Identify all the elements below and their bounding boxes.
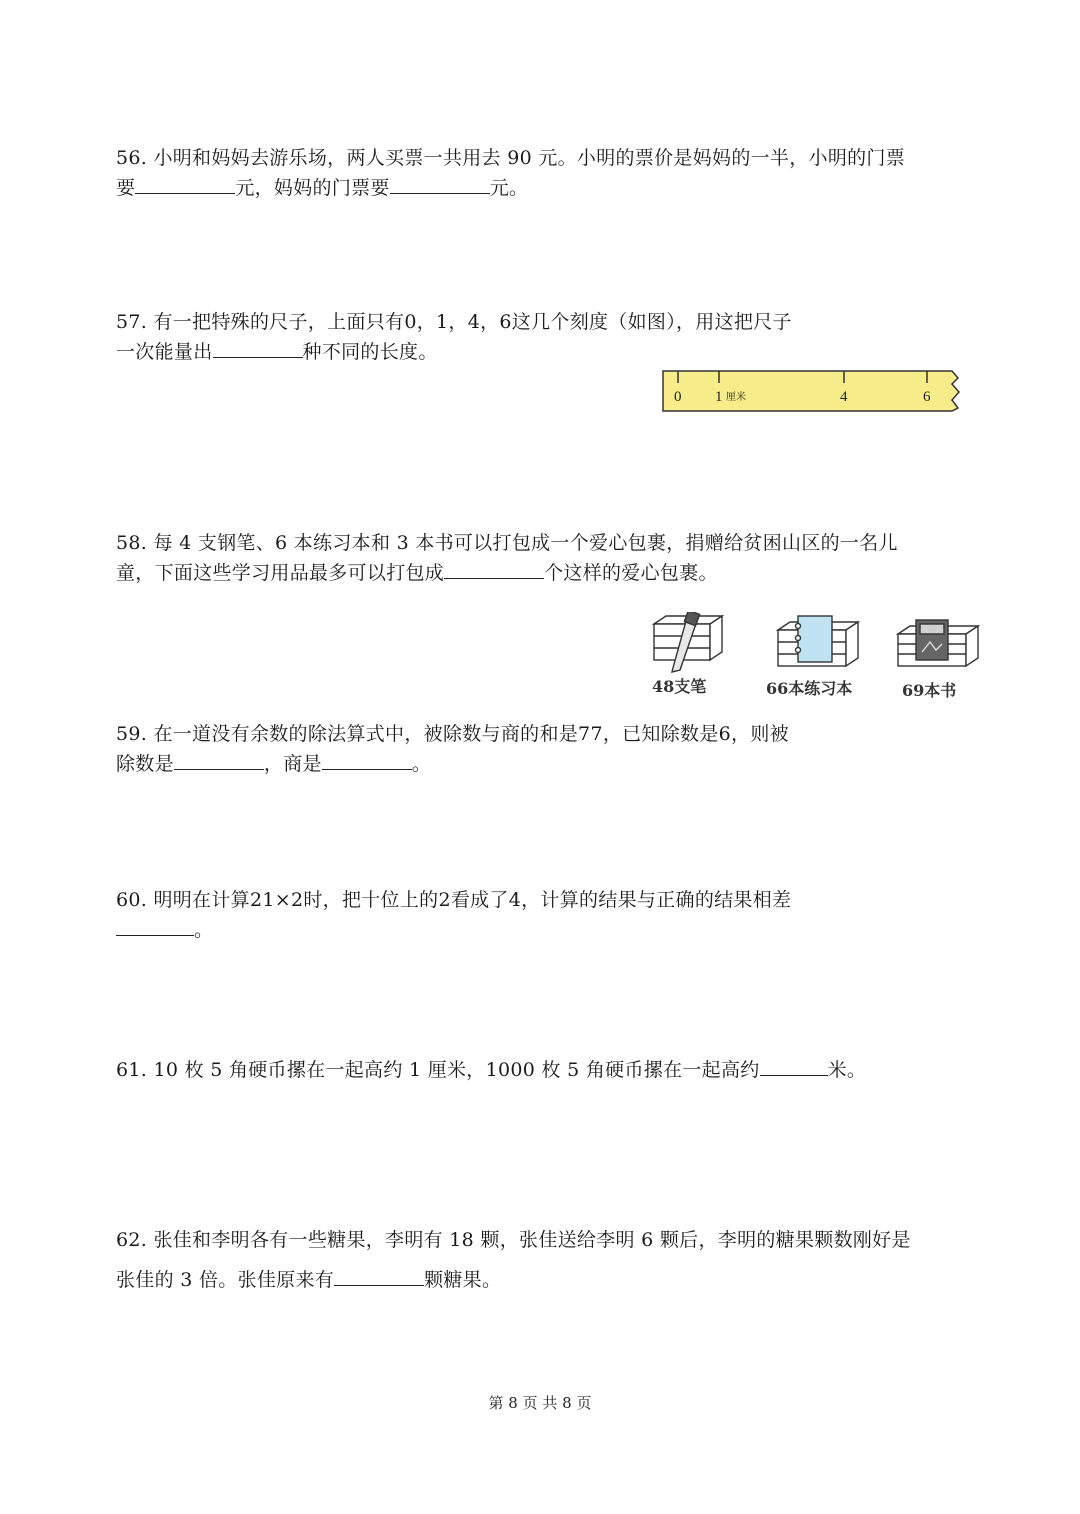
answer-blank[interactable] [322, 749, 412, 770]
pen-box-icon [654, 612, 722, 672]
answer-blank[interactable] [334, 1265, 424, 1286]
ruler-tick-label: 4 [840, 389, 848, 405]
question-57: 57. 有一把特殊的尺子，上面只有0，1，4，6这几个刻度（如图），用这把尺子 一次能量出 种不同的长度。 [116, 311, 792, 363]
supply-label-books: 69本书 [902, 681, 957, 700]
ruler-tick-label: 0 [674, 389, 682, 405]
question-56-line-1: 56. 小明和妈妈去游乐场，两人买票一共用去 90 元。小明的票价是妈妈的一半，小明的门票 [116, 147, 906, 169]
question-62: 62. 张佳和李明各有一些糖果，李明有 18 颗，张佳送给李明 6 颗后，李明的糖果颗数刚好是 张佳的 3 倍。张佳原来有 颗糖果。 [116, 1229, 911, 1291]
ruler-body [663, 371, 959, 411]
ruler-tick-label: 1 [715, 389, 723, 405]
page-footer: 第 8 页 共 8 页 [488, 1394, 592, 1412]
ruler-tick-label: 6 [923, 389, 931, 405]
supply-label-pens: 48支笔 [652, 677, 707, 696]
question-60: 60. 明明在计算21×2时，把十位上的2看成了4，计算的结果与正确的结果相差 。 [116, 889, 792, 941]
question-58: 58. 每 4 支钢笔、6 本练习本和 3 本书可以打包成一个爱心包裹，捐赠给贫困山区的一名儿 童，下面这些学习用品最多可以打包成 个这样的爱心包裹。 [116, 532, 898, 584]
question-56: 56. 小明和妈妈去游乐场，两人买票一共用去 90 元。小明的票价是妈妈的一半，小明的门票 要 元，妈妈的门票要 元。 [116, 143, 966, 203]
supply-label-notebooks: 66本练习本 [766, 679, 853, 698]
answer-blank[interactable] [174, 749, 264, 770]
answer-blank[interactable] [135, 173, 235, 194]
question-61: 61. 10 枚 5 角硬币摞在一起高约 1 厘米，1000 枚 5 角硬币摞在一起高约 米。 [116, 1055, 966, 1085]
question-59: 59. 在一道没有余数的除法算式中，被除数与商的和是77，已知除数是6，则被 除数是 ，商是 。 [116, 723, 789, 775]
supplies-figure [648, 612, 988, 702]
answer-blank[interactable] [213, 337, 303, 358]
book-stack-icon [898, 620, 978, 666]
answer-blank[interactable] [116, 915, 194, 936]
answer-blank[interactable] [444, 558, 544, 579]
answer-blank[interactable] [390, 173, 490, 194]
answer-blank[interactable] [760, 1055, 828, 1076]
notebook-stack-icon [778, 616, 858, 666]
ruler-unit-label: 厘米 [726, 392, 746, 403]
ruler-figure [662, 370, 962, 412]
